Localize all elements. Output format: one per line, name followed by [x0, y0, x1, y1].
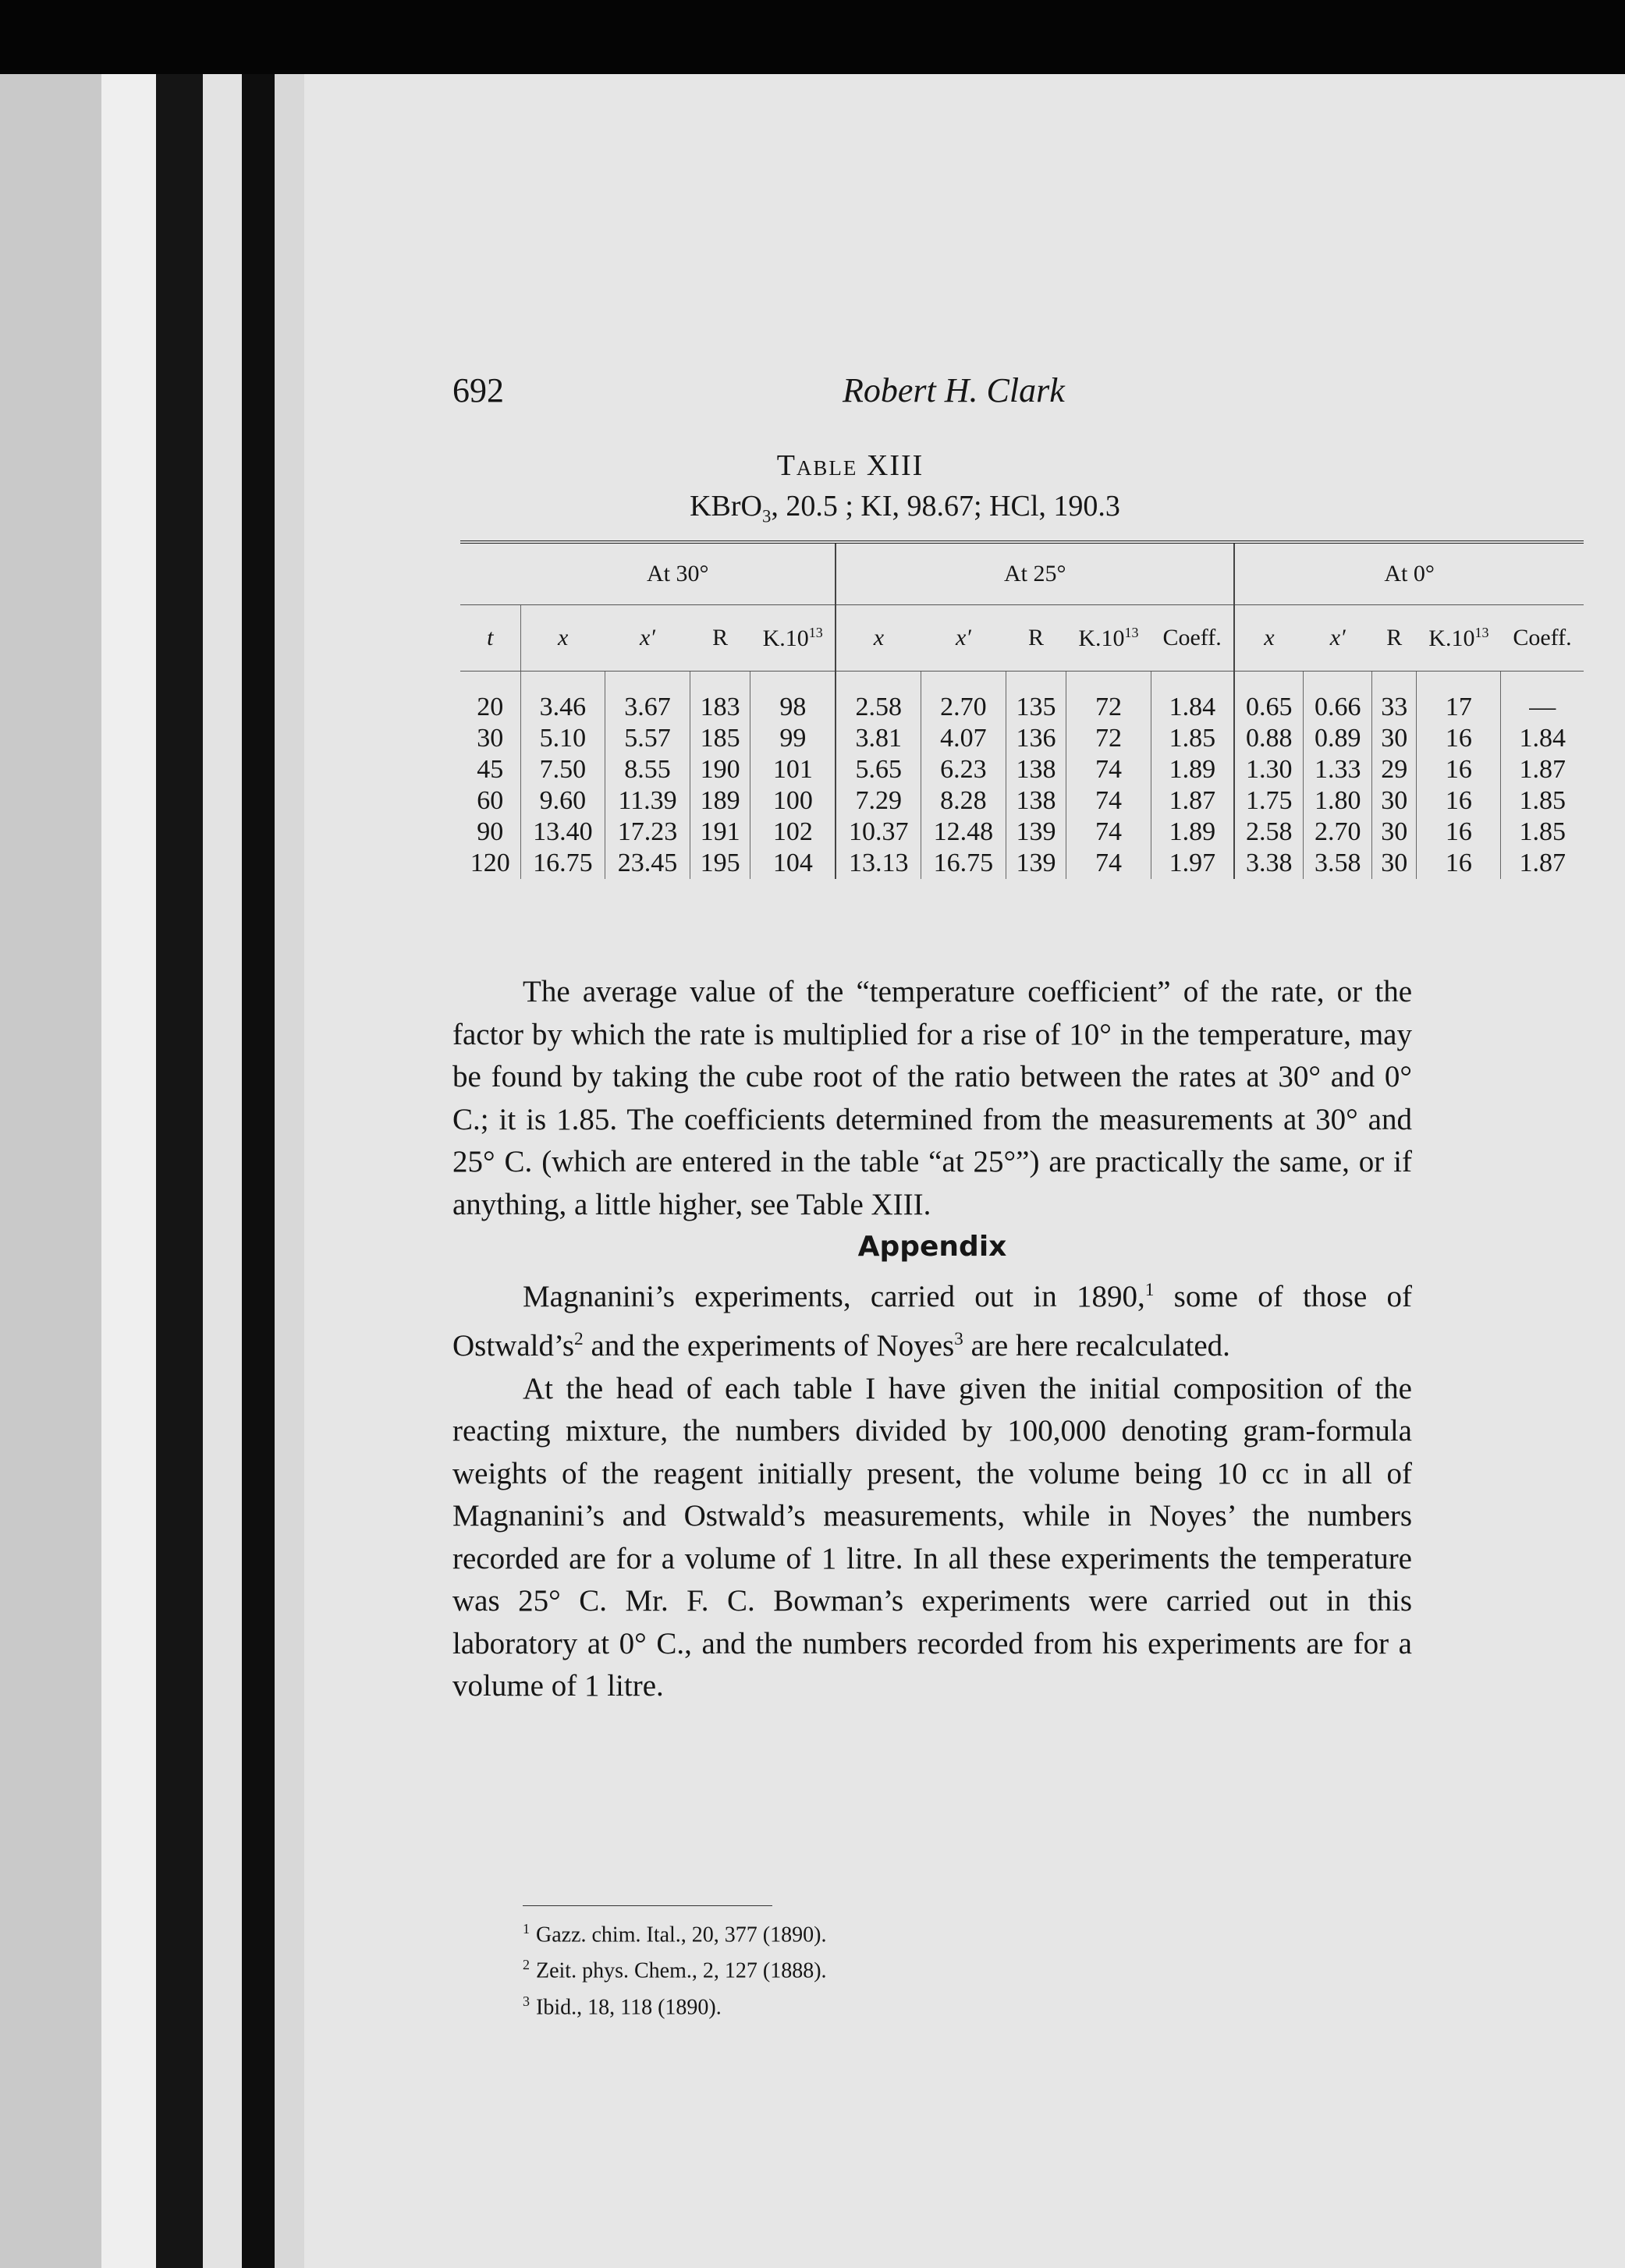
table-cell: 72: [1066, 723, 1151, 754]
group-header: At 30°: [520, 542, 836, 605]
book-spine-edge: [242, 74, 275, 2268]
table-cell: 1.87: [1501, 848, 1584, 879]
footnote-ref: 2: [574, 1329, 584, 1349]
column-header: x: [520, 605, 605, 672]
column-header: R: [1372, 605, 1417, 672]
table-cell: 2.58: [1234, 817, 1304, 848]
paragraph: The average value of the “temperature coefficient” of the rate, or the factor by which the rate is multiplied for a rise of 10° in the temperature, may be found by taking the cube root of the ratio between the rates at 30° and 0° C.; it is 1.85. The coefficients determined from the measurements at 30° and 25° C. (which are entered in the table “at 25°”) are practically the same, or if anything, a little higher, see Table XIII.: [452, 975, 1412, 1221]
table-cell: 23.45: [605, 848, 690, 879]
table-cell: 0.89: [1304, 723, 1372, 754]
footnote-ref: 1: [1144, 1279, 1155, 1300]
footnote: $^2$ Zeit. phys. Chem., 2, 127 (1888).: [523, 1957, 827, 1983]
table-cell: 1.97: [1151, 848, 1234, 879]
table-cell: 74: [1066, 754, 1151, 785]
table-cell: 6.23: [921, 754, 1006, 785]
table-cell: 20: [477, 693, 504, 721]
table-cell: 8.28: [921, 785, 1006, 817]
group-header: At 0°: [1234, 542, 1584, 605]
page-number: 692: [452, 371, 504, 409]
table-cell: 30: [1372, 723, 1417, 754]
table-cell: 3.58: [1304, 848, 1372, 879]
table-cell: 3.81: [836, 723, 921, 754]
table-cell: 1.84: [1501, 723, 1584, 754]
book-spine-edge: [101, 74, 156, 2268]
table-cell: 1.85: [1501, 785, 1584, 817]
table-cell: 190: [690, 754, 750, 785]
table-cell: 16: [1417, 723, 1501, 754]
table-cell: 183: [690, 672, 750, 724]
table-row: [460, 785, 1584, 817]
column-header: x′: [921, 605, 1006, 672]
table-cell: 12.48: [921, 817, 1006, 848]
column-header: R: [1006, 605, 1066, 672]
table-cell: 1.80: [1304, 785, 1372, 817]
table-row: [460, 848, 1584, 879]
table-cell: 7.50: [520, 754, 605, 785]
column-header: $K.10^{13}$: [1417, 605, 1501, 672]
table-cell: 33: [1372, 672, 1417, 724]
table-row: [460, 754, 1584, 785]
table-cell: 5.65: [836, 754, 921, 785]
table-cell: —: [1501, 672, 1584, 724]
footnote-ref: 3: [954, 1329, 963, 1349]
table-cell: 0.65: [1234, 672, 1304, 724]
table-cell: 90: [477, 817, 504, 846]
table-cell: 1.85: [1501, 817, 1584, 848]
page-header: [452, 370, 1467, 433]
table-cell: 120: [470, 849, 510, 877]
table-cell: 1.75: [1234, 785, 1304, 817]
table-cell: 45: [477, 755, 504, 784]
table-cell: 1.89: [1151, 754, 1234, 785]
table-cell: 10.37: [836, 817, 921, 848]
column-header: Coeff.: [1501, 605, 1584, 672]
table-cell: 3.38: [1234, 848, 1304, 879]
table-cell: 104: [750, 848, 836, 879]
column-header: R: [690, 605, 750, 672]
table-cell: 11.39: [605, 785, 690, 817]
table-cell: 1.84: [1151, 672, 1234, 724]
table-cell: 30: [1372, 785, 1417, 817]
table-row: [460, 817, 1584, 848]
scan-left-margin: [0, 74, 101, 2268]
column-header: x′: [605, 605, 690, 672]
table-cell: 17: [1417, 672, 1501, 724]
table-cell: 1.30: [1234, 754, 1304, 785]
table-cell: 1.89: [1151, 817, 1234, 848]
column-header: Coeff.: [1151, 605, 1234, 672]
table-cell: 1.87: [1151, 785, 1234, 817]
table-cell: 74: [1066, 785, 1151, 817]
table-cell: 17.23: [605, 817, 690, 848]
table-cell: 135: [1006, 672, 1066, 724]
column-header: $K.10^{13}$: [750, 605, 836, 672]
table-cell: 13.13: [836, 848, 921, 879]
table-cell: 102: [750, 817, 836, 848]
table-cell: 2.70: [1304, 817, 1372, 848]
column-header: t: [460, 605, 520, 672]
footnote-rule: [523, 1905, 772, 1906]
group-header: At 25°: [836, 542, 1234, 605]
data-table: [460, 540, 1584, 879]
table-cell: 74: [1066, 817, 1151, 848]
table-cell: 9.60: [520, 785, 605, 817]
table-cell: 1.85: [1151, 723, 1234, 754]
column-header: x: [1234, 605, 1304, 672]
table-cell: 139: [1006, 848, 1066, 879]
book-spine-edge: [156, 74, 203, 2268]
table-cell: 30: [1372, 817, 1417, 848]
table-cell: 101: [750, 754, 836, 785]
table-cell: 7.29: [836, 785, 921, 817]
table-row: [460, 723, 1584, 754]
table-cell: 8.55: [605, 754, 690, 785]
table-row: [460, 672, 1584, 724]
table-cell: 29: [1372, 754, 1417, 785]
body-text: [452, 971, 1412, 1708]
section-heading: Appendix: [857, 1231, 1007, 1263]
table-subtitle: KBrO$_3$, 20.5 ; KI, 98.67; HCl, 190.3: [690, 490, 1120, 526]
table-cell: 60: [477, 786, 504, 815]
table-cell: 72: [1066, 672, 1151, 724]
table-cell: 191: [690, 817, 750, 848]
table-cell: 1.33: [1304, 754, 1372, 785]
table-cell: 99: [750, 723, 836, 754]
table-cell: 4.07: [921, 723, 1006, 754]
table-cell: 16: [1417, 785, 1501, 817]
table-cell: 30: [1372, 848, 1417, 879]
table-title: Table XIII: [776, 449, 924, 482]
running-head: Robert H. Clark: [843, 371, 1065, 409]
table-cell: 3.46: [520, 672, 605, 724]
scan-top-border: [0, 0, 1625, 74]
column-header-row: [460, 605, 1584, 672]
table-cell: 5.57: [605, 723, 690, 754]
footnote: $^1$ Gazz. chim. Ital., 20, 377 (1890).: [523, 1921, 827, 1947]
footnote: $^3$ Ibid., 18, 118 (1890).: [523, 1993, 722, 2019]
table-cell: 1.87: [1501, 754, 1584, 785]
table-cell: 16: [1417, 817, 1501, 848]
table-cell: 16.75: [921, 848, 1006, 879]
footnotes: [452, 1905, 1233, 2022]
table-cell: 13.40: [520, 817, 605, 848]
table-cell: 138: [1006, 754, 1066, 785]
table-cell: 0.88: [1234, 723, 1304, 754]
table-cell: 185: [690, 723, 750, 754]
table-cell: 2.58: [836, 672, 921, 724]
column-header: $K.10^{13}$: [1066, 605, 1151, 672]
table-cell: 5.10: [520, 723, 605, 754]
table-cell: 16: [1417, 754, 1501, 785]
table-cell: 30: [477, 724, 504, 753]
book-page: [304, 74, 1625, 2268]
table-body: [460, 672, 1584, 880]
table-cell: 98: [750, 672, 836, 724]
book-spine-edge: [275, 74, 304, 2268]
table-cell: 3.67: [605, 672, 690, 724]
paragraph: At the head of each table I have given the initial composition of the reacting mixture, the numbers divided by 100,000 denoting gram-formula weights of the reagent initially present, the volume being 10 cc in all of Magnanini’s and Ostwald’s measurements, while in Noyes’ the numbers recorded are for a volume of 1 litre. In all these experiments the temperature was 25° C. Mr. F. C. Bowman’s experiments were carried out in this laboratory at 0° C., and the numbers recorded from his experiments are for a volume of 1 litre.: [452, 1371, 1412, 1703]
column-header: x: [836, 605, 921, 672]
table-cell: 139: [1006, 817, 1066, 848]
table-cell: 189: [690, 785, 750, 817]
book-spine-edge: [203, 74, 242, 2268]
table-cell: 16: [1417, 848, 1501, 879]
table-cell: 136: [1006, 723, 1066, 754]
column-header: x′: [1304, 605, 1372, 672]
table-cell: 138: [1006, 785, 1066, 817]
table-cell: 0.66: [1304, 672, 1372, 724]
table-cell: 16.75: [520, 848, 605, 879]
table-cell: 195: [690, 848, 750, 879]
paragraph: Magnanini’s experiments, carried out in 1890,$^1$ some of those of $Ostwald’s^2$ and the experiments of Noyes$^3$ are here recalculated.: [452, 1279, 1412, 1363]
table-cell: 100: [750, 785, 836, 817]
table-cell: 2.70: [921, 672, 1006, 724]
table-cell: 74: [1066, 848, 1151, 879]
